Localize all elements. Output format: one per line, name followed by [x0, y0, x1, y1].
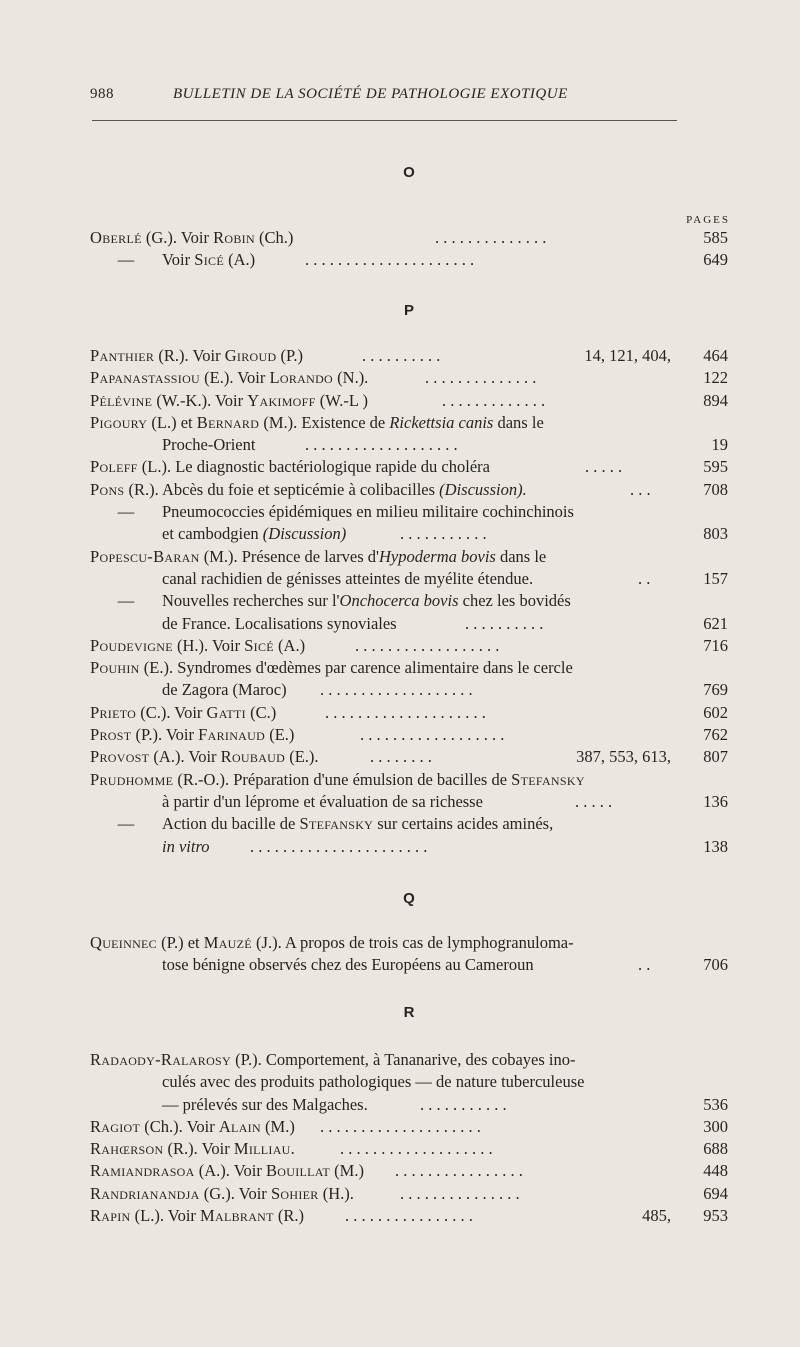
- author-name: Prost: [90, 725, 132, 745]
- page-ref: 602: [703, 702, 728, 722]
- page-ref: 536: [703, 1094, 728, 1114]
- author-name: Mauzé: [203, 933, 252, 952]
- section-letter-q: Q: [403, 890, 415, 907]
- entry-text: (J.). A propos de trois cas de lymphogranuloma-: [256, 933, 574, 952]
- leader-dots: . . . . . . . . . . . . . . . .: [345, 1206, 473, 1226]
- journal-title: BULLETIN DE LA SOCIÉTÉ DE PATHOLOGIE EXOTIQUE: [173, 86, 568, 102]
- leader-dots: . . . . . . . . . . . . . . .: [400, 1183, 520, 1203]
- index-entry: [90, 390, 728, 412]
- discussion-label: (Discussion): [262, 524, 347, 544]
- entry-text: (P.) et: [161, 933, 200, 952]
- section-letter-r: R: [403, 1004, 415, 1021]
- page-list: 387, 553, 613,: [576, 747, 671, 767]
- dash: —: [117, 250, 135, 270]
- leader-dots: . . . . . . . . . . . . . . . . . .: [360, 725, 505, 745]
- page-ref: 803: [703, 524, 728, 544]
- entry-text: (R.): [277, 1206, 305, 1226]
- entry-text: (A.): [228, 250, 256, 270]
- entry-text: (A.). Voir: [153, 747, 217, 767]
- section-p: [90, 345, 728, 858]
- leader-dots: . . . . . . . . . . . . . . . . . . . . .: [305, 250, 475, 270]
- author-name: Prieto: [90, 702, 137, 722]
- entry-text: (M.): [265, 1116, 295, 1136]
- reference-name: Stefansky: [511, 769, 585, 789]
- entry-text: chez les bovidés: [462, 591, 571, 611]
- entry-text: (C.): [250, 702, 277, 722]
- entry-text: (E.). Voir: [204, 368, 266, 388]
- page-ref: 688: [703, 1139, 728, 1159]
- author-name: Pouhin: [90, 658, 140, 678]
- entry-text: (M.): [334, 1161, 364, 1181]
- section-letter-p: P: [403, 302, 414, 319]
- entry-text: Proche-Orient: [162, 435, 256, 455]
- entry-text: (L.) et: [151, 412, 193, 432]
- entry-text: (G.). Voir: [145, 228, 209, 247]
- entry-text: dans le: [497, 412, 544, 432]
- entry-text: — prélevés sur des Malgaches.: [162, 1094, 368, 1114]
- reference-name: Bouillat: [265, 1161, 331, 1181]
- author-name: Rahœrson: [90, 1139, 164, 1159]
- entry-text: (Ch.): [259, 228, 294, 247]
- index-entry: [90, 932, 728, 977]
- index-entry: [90, 657, 728, 702]
- entry-text: (E.).: [289, 747, 319, 767]
- page-ref: 694: [703, 1183, 728, 1203]
- entry-text: (R.). Abcès du foie et septicémie à colibacilles: [128, 479, 436, 499]
- leader-dots: . . . . . . . . . . . . . .: [435, 228, 547, 247]
- entry-text: (P.). Comportement, à Tananarive, des cobayes ino-: [235, 1050, 576, 1069]
- page-ref: 807: [703, 747, 728, 767]
- species-name: Onchocerca bovis: [339, 591, 459, 611]
- entry-text: (H.).: [322, 1183, 354, 1203]
- author-name: Ragiot: [90, 1116, 141, 1136]
- index-entry: [90, 1183, 728, 1205]
- entry-text: (W.-L ): [319, 390, 368, 410]
- author-name: Provost: [90, 747, 150, 767]
- author-name: Popescu-Baran: [90, 546, 200, 566]
- index-entry: [90, 249, 728, 271]
- entry-text: (G.). Voir: [203, 1183, 267, 1203]
- reference-name: Stefansky: [299, 814, 374, 834]
- entry-text: (H.). Voir: [176, 635, 241, 655]
- latin-phrase: in vitro: [162, 836, 210, 856]
- author-name: Poudevigne: [90, 635, 173, 655]
- index-entry: [90, 1049, 728, 1116]
- entry-text: et cambodgien: [162, 524, 259, 544]
- author-name: Prudhomme: [90, 769, 174, 789]
- entry-text: dans le: [499, 546, 547, 566]
- reference-name: Gatti: [206, 702, 246, 722]
- reference-name: Sohier: [270, 1183, 319, 1203]
- page-ref: 448: [703, 1161, 728, 1181]
- discussion-label: (Discussion).: [439, 479, 527, 499]
- page-ref: 136: [703, 791, 728, 811]
- entry-text: canal rachidien de génisses atteintes de myélite étendue.: [162, 568, 534, 588]
- index-entry: [90, 724, 728, 746]
- entry-text: (L.). Le diagnostic bactériologique rapide du choléra: [141, 457, 490, 477]
- entry-text: (M.). Présence de larves d': [203, 546, 379, 566]
- page-ref: 706: [703, 955, 728, 975]
- entry-text: tose bénigne observés chez des Européens au Cameroun: [162, 955, 534, 975]
- reference-name: Robin: [213, 228, 255, 247]
- author-name: Oberlé: [90, 228, 142, 247]
- reference-name: Malbrant: [200, 1206, 274, 1226]
- leader-dots: . . . . . . . . . . . . . . . . . .: [355, 635, 500, 655]
- entry-text: (N.).: [337, 368, 369, 388]
- leader-dots: . . .: [630, 479, 651, 499]
- page-ref: 122: [703, 368, 728, 388]
- author-name: Papanastassiou: [90, 368, 200, 388]
- page-ref: 300: [703, 1116, 728, 1136]
- reference-name: Alain: [218, 1116, 261, 1136]
- entry-text: Pneumococcies épidémiques en milieu militaire cochinchinois: [162, 502, 574, 522]
- author-name: Poleff: [90, 457, 138, 477]
- leader-dots: . . . . . . . .: [370, 747, 432, 767]
- species-name: Rickettsia canis: [389, 412, 494, 432]
- reference-name: Sicé: [194, 250, 224, 270]
- author-name: Queinnec: [90, 933, 157, 952]
- index-entry: [90, 1160, 728, 1182]
- author-name: Panthier: [90, 346, 155, 365]
- reference-name: Milliau: [233, 1139, 291, 1159]
- index-entry: [90, 1138, 728, 1160]
- page-ref: 621: [703, 613, 728, 633]
- reference-name: Farinaud: [198, 725, 266, 745]
- index-entry: [90, 345, 728, 367]
- entry-text: (W.-K.). Voir: [156, 390, 244, 410]
- leader-dots: . . . . . . . . . . . . . . . . . . .: [320, 680, 473, 700]
- index-entry: [90, 367, 728, 389]
- author-name: Rapin: [90, 1206, 131, 1226]
- page-list: 14, 121, 404,: [584, 346, 671, 365]
- reference-name: Sicé: [244, 635, 274, 655]
- leader-dots: . . . . . . . . . . . . . . . . . . .: [340, 1139, 493, 1159]
- page-ref: 708: [703, 479, 728, 499]
- entry-text: (L.). Voir: [134, 1206, 196, 1226]
- index-entry: [90, 1205, 728, 1227]
- index-entry: [90, 702, 728, 724]
- entry-text: de Zagora (Maroc): [162, 680, 287, 700]
- page-ref: 769: [703, 680, 728, 700]
- entry-text: de France. Localisations synoviales: [162, 613, 397, 633]
- leader-dots: . . . . .: [585, 457, 623, 477]
- entry-text: (R.). Voir: [167, 1139, 230, 1159]
- section-r: [90, 1049, 728, 1227]
- entry-text: (E.): [269, 725, 295, 745]
- leader-dots: . . . . . . . . . . .: [420, 1094, 507, 1114]
- index-entry: [90, 501, 728, 546]
- index-entry: [90, 456, 728, 478]
- header-rule: [92, 120, 677, 121]
- entry-text: à partir d'un léprome et évaluation de sa richesse: [162, 791, 483, 811]
- leader-dots: . . . . . . . . . . .: [400, 524, 487, 544]
- entry-text: (A.). Voir: [198, 1161, 262, 1181]
- leader-dots: . . . . . . . . . . . . . . . . . . . . . .: [250, 836, 428, 856]
- leader-dots: . .: [638, 568, 651, 588]
- dash: —: [117, 591, 135, 611]
- entry-text: Voir: [162, 250, 191, 270]
- page-list: 485,: [642, 1206, 671, 1226]
- dash: —: [117, 502, 135, 522]
- page-ref: 19: [711, 435, 728, 455]
- pages-column-label: PAGES: [686, 214, 730, 226]
- leader-dots: . . . . .: [575, 791, 613, 811]
- leader-dots: . . . . . . . . . . . . . . . . . . .: [305, 435, 458, 455]
- author-name: Bernard: [196, 412, 260, 432]
- page-ref: 585: [703, 228, 728, 247]
- entry-text: (R.-O.). Préparation d'une émulsion de bacilles de: [177, 769, 508, 789]
- index-entry: [90, 546, 728, 591]
- entry-text: (C.). Voir: [140, 702, 203, 722]
- index-entry: [90, 746, 728, 768]
- reference-name: Yakimoff: [247, 390, 316, 410]
- index-entry: [90, 813, 728, 858]
- author-name: Pons: [90, 479, 125, 499]
- page-ref: 138: [703, 836, 728, 856]
- page-ref: 595: [703, 457, 728, 477]
- index-entry: [90, 412, 728, 457]
- entry-text: Action du bacille de: [162, 814, 296, 834]
- species-name: Hypoderma bovis: [378, 546, 496, 566]
- page-ref: 464: [703, 346, 728, 365]
- reference-name: Giroud: [224, 346, 277, 365]
- entry-text: (E.). Syndromes d'œdèmes par carence alimentaire dans le cercle: [143, 658, 573, 678]
- page-ref: 157: [703, 568, 728, 588]
- leader-dots: . . . . . . . . . .: [465, 613, 544, 633]
- entry-text: Nouvelles recherches sur l': [162, 591, 340, 611]
- page-ref: 762: [703, 725, 728, 745]
- index-entry: [90, 769, 728, 814]
- entry-text: (A.): [278, 635, 306, 655]
- author-name: Ramiandrasoa: [90, 1161, 195, 1181]
- entry-text: sur certains acides aminés,: [377, 814, 554, 834]
- index-entry: [90, 635, 728, 657]
- section-o: [90, 227, 728, 272]
- author-name: Randrianandja: [90, 1183, 200, 1203]
- entry-text: .: [290, 1139, 295, 1159]
- section-letter-o: O: [403, 164, 415, 181]
- page-ref: 953: [703, 1206, 728, 1226]
- entry-text: (Ch.). Voir: [144, 1116, 215, 1136]
- entry-text: (R.). Voir: [158, 346, 221, 365]
- page-number: 988: [90, 86, 114, 102]
- index-entry: [90, 1116, 728, 1138]
- reference-name: Lorando: [269, 368, 334, 388]
- reference-name: Roubaud: [220, 747, 286, 767]
- leader-dots: . . . . . . . . . .: [362, 346, 441, 365]
- index-entry: [90, 590, 728, 635]
- leader-dots: . .: [638, 955, 651, 975]
- leader-dots: . . . . . . . . . . . . . .: [425, 368, 537, 388]
- index-entry: [90, 479, 728, 501]
- entry-text: culés avec des produits pathologiques — de nature tuberculeuse: [162, 1072, 585, 1092]
- leader-dots: . . . . . . . . . . . . . . . . . . . .: [320, 1116, 481, 1136]
- entry-text: (P.): [280, 346, 304, 365]
- leader-dots: . . . . . . . . . . . . .: [442, 390, 546, 410]
- author-name: Pélévine: [90, 390, 153, 410]
- page-ref: 716: [703, 635, 728, 655]
- index-entry: [90, 227, 728, 249]
- author-name: Pigoury: [90, 412, 148, 432]
- page-ref: 894: [703, 390, 728, 410]
- section-q: [90, 932, 728, 977]
- page-ref: 649: [703, 250, 728, 270]
- leader-dots: . . . . . . . . . . . . . . . .: [395, 1161, 523, 1181]
- dash: —: [117, 814, 135, 834]
- author-name: Radaody-Ralarosy: [90, 1050, 231, 1069]
- entry-text: (P.). Voir: [135, 725, 195, 745]
- entry-text: (M.). Existence de: [263, 412, 386, 432]
- leader-dots: . . . . . . . . . . . . . . . . . . . .: [325, 702, 486, 722]
